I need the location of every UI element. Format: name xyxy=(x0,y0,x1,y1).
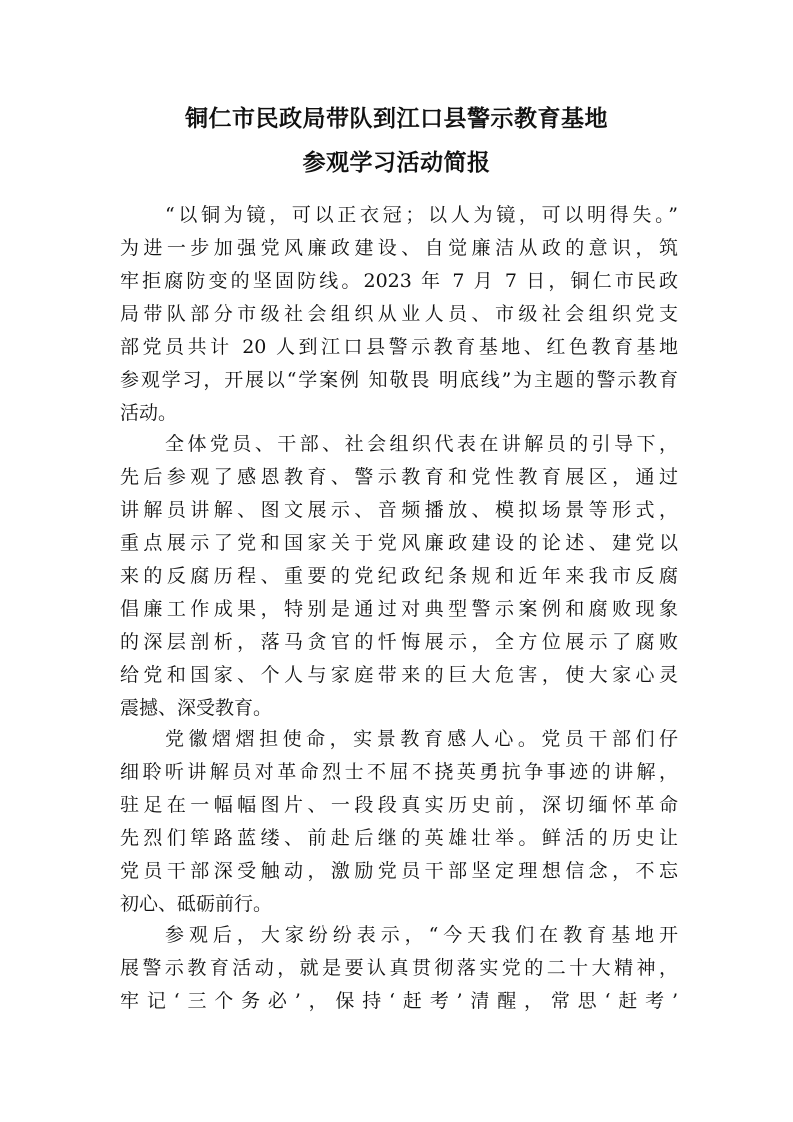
body-line: 参观学习，开展以“学案例 知敬畏 明底线”为主题的警示教育 xyxy=(120,369,678,391)
body-line: 的深层剖析，落马贪官的忏悔展示，全方位展示了腐败 xyxy=(120,631,678,653)
body-line: 为进一步加强党风廉政建设、自觉廉洁从政的意识，筑 xyxy=(120,237,678,259)
body-line: 活动。 xyxy=(120,402,178,424)
body-line: 牢记‘三个务必’，保持‘赶考’清醒，常思‘赶考’ xyxy=(120,990,678,1012)
body-line: “以铜为镜，可以正衣冠；以人为镜，可以明得失。” xyxy=(165,204,678,226)
body-line: 牢拒腐防变的坚固防线。2023 年 7 月 7 日，铜仁市民政 xyxy=(120,270,678,292)
document-title-line-1: 铜仁市民政局带队到江口县警示教育基地 xyxy=(185,106,608,132)
document-title-line-2: 参观学习活动简报 xyxy=(302,150,491,176)
body-line: 全体党员、干部、社会组织代表在讲解员的引导下， xyxy=(165,433,678,455)
body-line: 驻足在一幅幅图片、一段段真实历史前，深切缅怀革命 xyxy=(120,794,678,816)
body-line: 党员干部深受触动，激励党员干部坚定理想信念，不忘 xyxy=(120,860,678,882)
body-line: 先烈们筚路蓝缕、前赴后继的英雄壮举。鲜活的历史让 xyxy=(120,827,678,849)
body-line: 部党员共计 20 人到江口县警示教育基地、红色教育基地 xyxy=(120,336,678,358)
body-line: 给党和国家、个人与家庭带来的巨大危害，使大家心灵 xyxy=(120,664,678,686)
body-line: 倡廉工作成果，特别是通过对典型警示案例和腐败现象 xyxy=(120,598,678,620)
body-line: 党徽熠熠担使命，实景教育感人心。党员干部们仔 xyxy=(165,728,678,750)
body-line: 讲解员讲解、图文展示、音频播放、模拟场景等形式， xyxy=(120,499,678,521)
body-line: 初心、砥砺前行。 xyxy=(120,893,273,915)
body-line: 局带队部分市级社会组织从业人员、市级社会组织党支 xyxy=(120,303,678,325)
body-line: 先后参观了感恩教育、警示教育和党性教育展区，通过 xyxy=(120,466,678,488)
body-line: 细聆听讲解员对革命烈士不屈不挠英勇抗争事迹的讲解， xyxy=(120,761,678,783)
body-line: 来的反腐历程、重要的党纪政纪条规和近年来我市反腐 xyxy=(120,565,678,587)
body-line: 震撼、深受教育。 xyxy=(120,697,273,719)
body-line: 参观后，大家纷纷表示，“今天我们在教育基地开 xyxy=(165,924,678,946)
body-line: 重点展示了党和国家关于党风廉政建设的论述、建党以 xyxy=(120,532,678,554)
body-line: 展警示教育活动，就是要认真贯彻落实党的二十大精神， xyxy=(120,957,678,979)
